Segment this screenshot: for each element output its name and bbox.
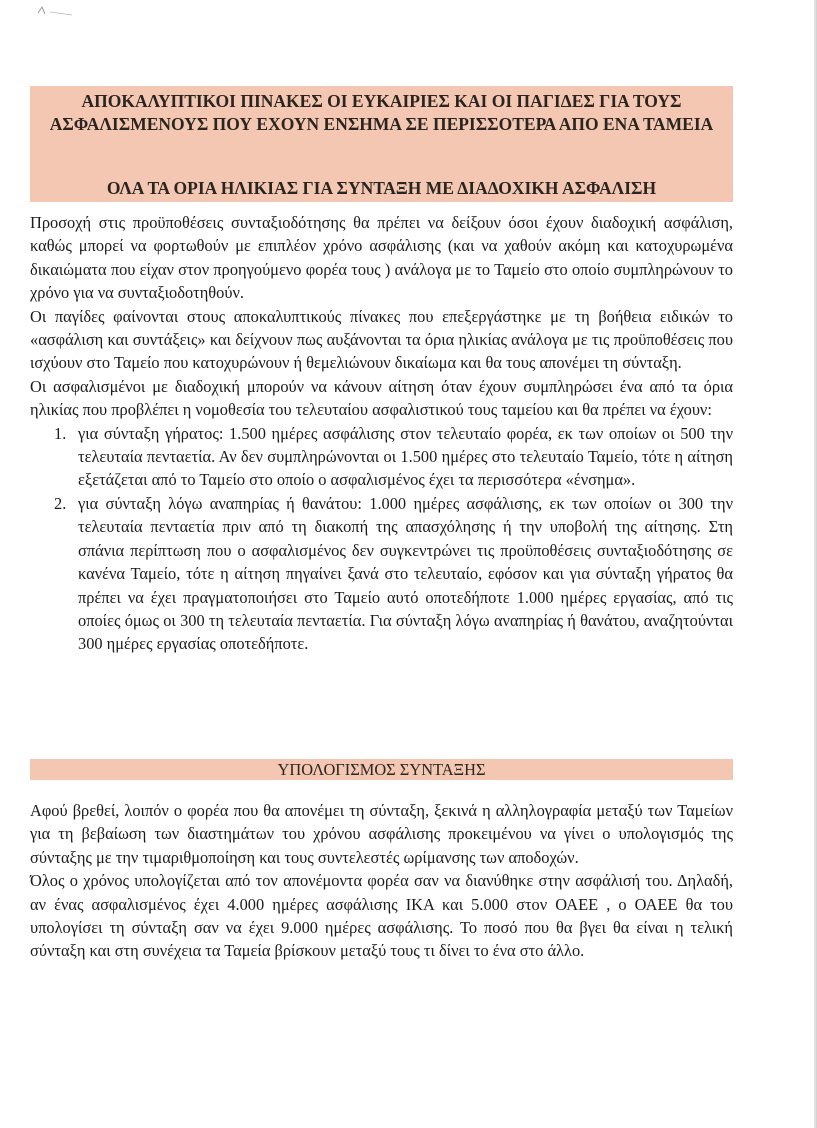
intro-section [30, 211, 733, 656]
scan-mark [36, 4, 76, 18]
requirements-list [30, 422, 733, 656]
list-item-text: για σύνταξη γήρατος: 1.500 ημέρες ασφάλισης στον τελευταίο φορέα, εκ των οποίων οι 500 την τελευταία πενταετία. Αν δεν συμπληρώνονται οι 1.500 ημέρες στο τελευταίο Ταμείο, τότε η αίτηση εξετάζεται από το Ταμείο στο οποίο ο ασφαλισμένος έχει τα περισσότερα «ένσημα». [78, 423, 733, 490]
document-title: ΑΠΟΚΑΛΥΠΤΙΚΟΙ ΠΙΝΑΚΕΣ ΟΙ ΕΥΚΑΙΡΙΕΣ ΚΑΙ ΟΙ ΠΑΓΙΔΕΣ ΓΙΑ ΤΟΥΣ ΑΣΦΑΛΙΣΜΕΝΟΥΣ ΠΟΥ ΕΧΟΥΝ ΕΝΣΗΜΑ ΣΕ ΠΕΡΙΣΣΟΤΕΡΑ ΑΠΟ ΕΝΑ ΤΑΜΕΙΑ [49, 91, 714, 134]
paragraph: Προσοχή στις προϋποθέσεις συνταξιοδότησης θα πρέπει να δείξουν όσοι έχουν διαδοχική ασφάλιση, καθώς μπορεί να φορτωθούν με επιπλέον χρόνο ασφάλισης (και να χαθούν ακόμη και κατοχυρωμένα δικαιώματα που είχαν στον προηγούμενο φορέα τους ) ανάλογα με το Ταμείο στο οποίο συμπληρώνουν το χρόνο για να συνταξιοδοτηθούν. [30, 213, 733, 303]
section-heading: ΥΠΟΛΟΓΙΣΜΟΣ ΣΥΝΤΑΞΗΣ [277, 760, 486, 779]
paragraph: Όλος ο χρόνος υπολογίζεται από τον απονέμοντα φορέα σαν να διανύθηκε στην ασφάλισή του. Δηλαδή, αν ένας ασφαλισμένος έχει 4.000 ημέρες ασφάλισης ΙΚΑ και 5.000 στον ΟΑΕΕ , ο ΟΑΕΕ θα του υπολογίσει τη σύνταξη σαν να έχει 9.000 ημέρες ασφάλισης. Το ποσό που θα βγει θα είναι η τελική σύνταξη και στη συνέχεια τα Ταμεία βρίσκουν μεταξύ τους τι δίνει το ένα στο άλλο. [30, 871, 733, 961]
document-subtitle: ΟΛΑ ΤΑ ΟΡΙΑ ΗΛΙΚΙΑΣ ΓΙΑ ΣΥΝΤΑΞΗ ΜΕ ΔΙΑΔΟΧΙΚΗ ΑΣΦΑΛΙΣΗ [106, 178, 657, 198]
list-number: 2. [54, 493, 67, 513]
list-item [30, 492, 733, 656]
paragraph: Οι ασφαλισμένοι με διαδοχική μπορούν να κάνουν αίτηση όταν έχουν συμπληρώσει ένα από τα όρια ηλικίας που προβλέπει η νομοθεσία του τελευταίου ασφαλιστικού τους ταμείου και θα πρέπει να έχουν: [30, 376, 733, 420]
calculation-section [30, 799, 733, 963]
list-item [30, 422, 733, 492]
list-number: 1. [54, 423, 67, 443]
paragraph: Οι παγίδες φαίνονται στους αποκαλυπτικούς πίνακες που επεξεργάστηκε με τη βοήθεια ειδικών το «ασφάλιση και συντάξεις» και δείχνουν πως αυξάνονται τα όρια ηλικίας ανάλογα με τις προϋποθέσεις που ισχύουν στο Ταμείο που κατοχυρώνουν ή θεμελιώνουν δικαίωμα και θα τους απονέμει τη σύνταξη. [30, 306, 733, 373]
paragraph: Αφού βρεθεί, λοιπόν ο φορέα που θα απονέμει τη σύνταξη, ξεκινά η αλληλογραφία μεταξύ των Ταμείων για τη βεβαίωση των διαστημάτων του χρόνου ασφάλισης προκειμένου να γίνει ο υπολογισμός της σύνταξης με την τιμαριθμοποίηση και τους συντελεστές ωρίμανσης των αποδοχών. [30, 801, 733, 867]
list-item-text: για σύνταξη λόγω αναπηρίας ή θανάτου: 1.000 ημέρες ασφάλισης, εκ των οποίων οι 300 την τελευταία πενταετία πριν από τη διακοπή της απασχόλησης ή την υποβολή της αίτησης. Στη σπάνια περίπτωση που ο ασφαλισμένος δεν συγκεντρώνει τις προϋποθέσεις συνταξιοδότησης σε κανένα Ταμείο, τότε η αίτηση πηγαίνει ξανά στο τελευταίο, εφόσον και για σύνταξη γήρατος θα πρέπει να έχει πραγματοποιήσει στο Ταμείο αυτό οποτεδήποτε 1.000 ημέρες εργασίας, από τις οποίες όμως οι 300 τη τελευταία πενταετία. Για σύνταξη λόγω αναπηρίας ή θανάτου, αναζητούνται 300 ημέρες εργασίας οποτεδήποτε. [78, 493, 733, 654]
